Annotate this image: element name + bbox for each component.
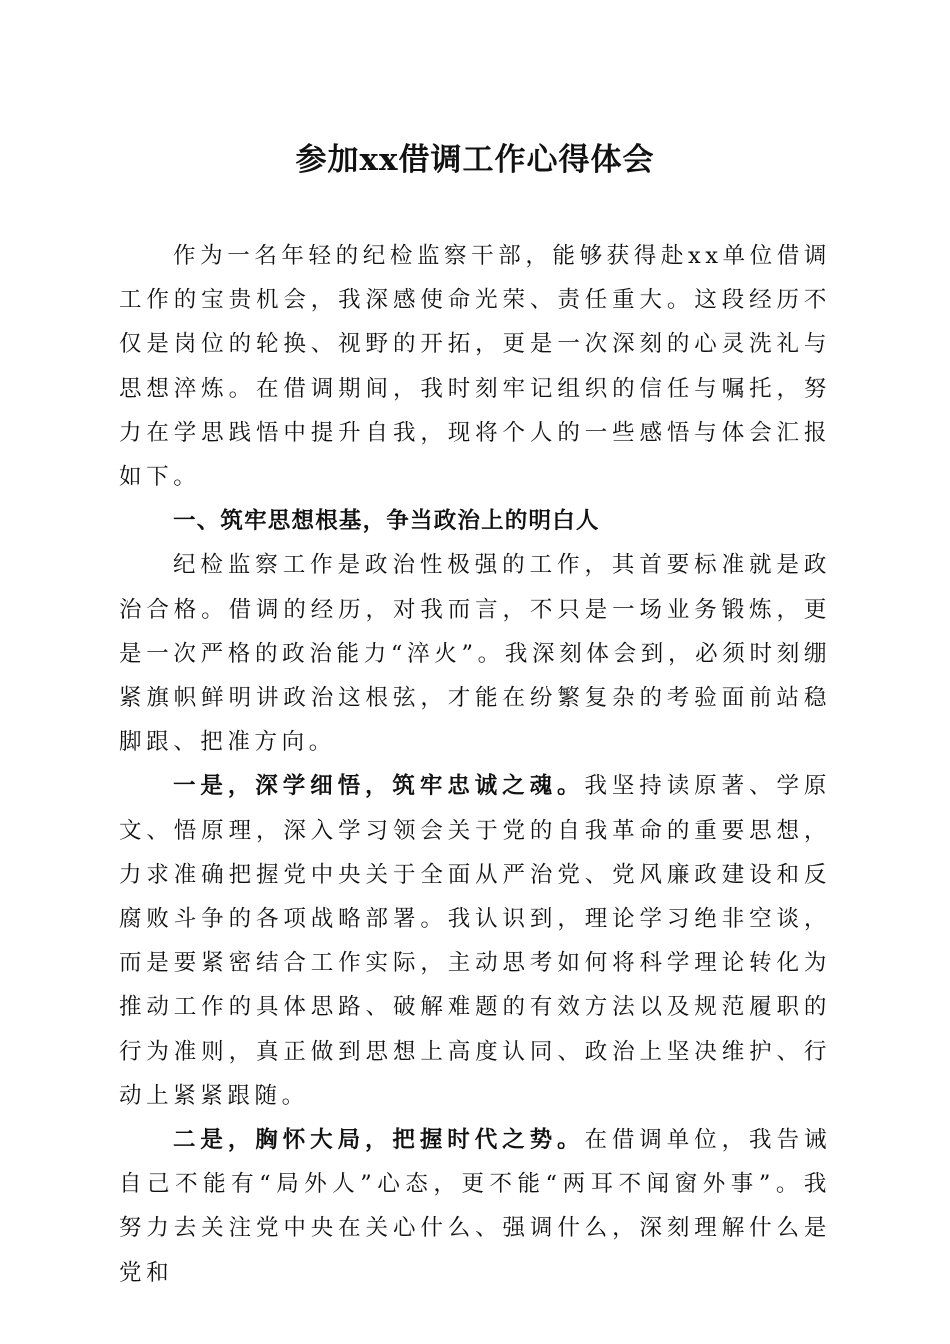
document-title: 参加xx借调工作心得体会 bbox=[295, 142, 655, 178]
intro-paragraph: 作为一名年轻的纪检监察干部，能够获得赴xx单位借调工作的宝贵机会，我深感使命光荣、责任重大。这段经历不仅是岗位的轮换、视野的开拓，更是一次深刻的心灵洗礼与思想淬炼。在借调期间，我时刻牢记组织的信任与嘱托，努力在学思践悟中提升自我，现将个人的一些感悟与体会汇报如下。 bbox=[119, 243, 831, 491]
section-heading: 一、筑牢思想根基，争当政治上的明白人 bbox=[173, 508, 600, 535]
point-one-text: 我坚持读原著、学原文、悟原理，深入学习领会关于党的自我革命的重要思想，力求准确把握党中央关于全面从严治党、党风廉政建设和反腐败斗争的各项战略部署。我认识到，理论学习绝非空谈，而是要紧密结合工作实际，主动思考如何将科学理论转化为推动工作的具体思路、破解难题的有效方法以及规范履职的行为准则，真正做到思想上高度认同、政治上坚决维护、行动上紧紧跟随。 bbox=[119, 773, 831, 1109]
point-two-paragraph bbox=[119, 1118, 831, 1295]
point-one-lead: 一是，深学细悟，筑牢忠诚之魂。 bbox=[173, 773, 585, 800]
point-one-paragraph bbox=[119, 764, 831, 1118]
point-two-lead: 二是，胸怀大局，把握时代之势。 bbox=[173, 1127, 585, 1154]
section-paragraph: 纪检监察工作是政治性极强的工作，其首要标准就是政治合格。借调的经历，对我而言，不只是一场业务锻炼，更是一次严格的政治能力“淬火”。我深刻体会到，必须时刻绷紧旗帜鲜明讲政治这根弦，才能在纷繁复杂的考验面前站稳脚跟、把准方向。 bbox=[119, 552, 831, 756]
document-body bbox=[119, 234, 831, 1295]
point-two-text: 在借调单位，我告诫自己不能有“局外人”心态，更不能“两耳不闻窗外事”。我努力去关注党中央在关心什么、强调什么，深刻理解什么是党和 bbox=[119, 1127, 831, 1286]
